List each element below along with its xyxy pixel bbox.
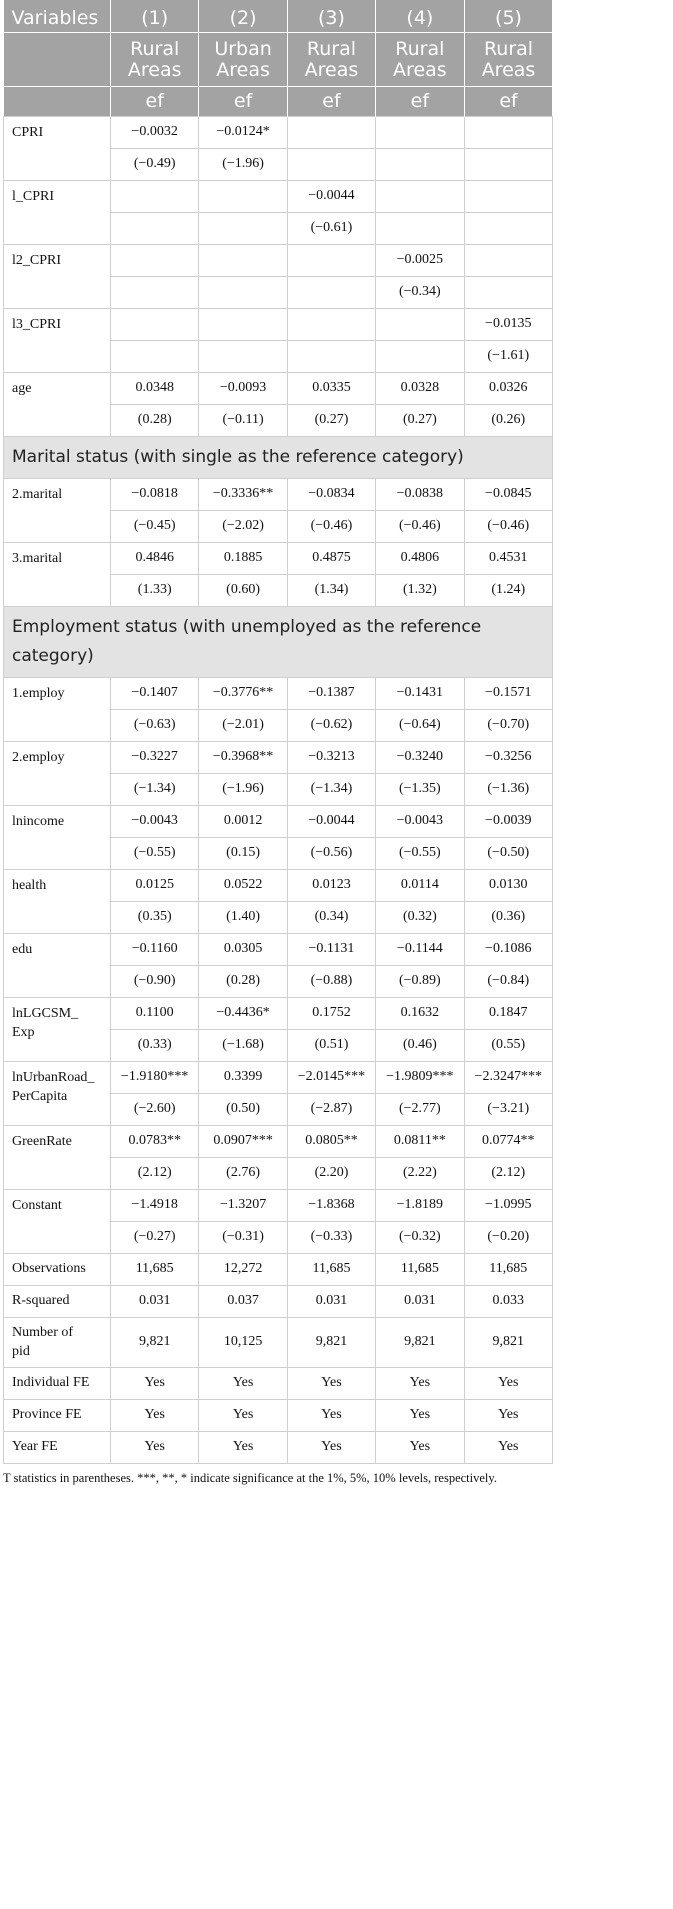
stat-cell: 11,685 [111, 1253, 199, 1285]
stat-label: Year FE [4, 1431, 111, 1463]
column-sample: Rural Areas [287, 32, 375, 86]
t-stat-cell: (0.27) [376, 404, 464, 436]
coefficient-cell: −0.0044 [287, 180, 375, 212]
column-dv: ef [199, 86, 287, 116]
stat-label: R-squared [4, 1285, 111, 1317]
t-stat-cell: (−0.70) [464, 709, 552, 741]
t-stat-cell: (−2.02) [199, 510, 287, 542]
coefficient-cell: −2.0145*** [287, 1061, 375, 1093]
t-stat-cell [464, 276, 552, 308]
stat-cell: Yes [464, 1367, 552, 1399]
coefficient-cell: 0.0907*** [199, 1125, 287, 1157]
section-header: Marital status (with single as the reference category) [4, 436, 553, 478]
t-stat-cell: (1.34) [287, 574, 375, 606]
stat-cell: 9,821 [376, 1317, 464, 1367]
variable-label: lnincome [4, 805, 111, 869]
stat-cell: Yes [111, 1431, 199, 1463]
column-number: (3) [287, 0, 375, 32]
coefficient-cell: 0.0348 [111, 372, 199, 404]
column-number: (4) [376, 0, 464, 32]
coefficient-cell: −1.8189 [376, 1189, 464, 1221]
coefficient-cell: 0.1632 [376, 997, 464, 1029]
t-stat-cell: (−0.11) [199, 404, 287, 436]
coefficient-cell: 0.3399 [199, 1061, 287, 1093]
t-stat-cell: (0.34) [287, 901, 375, 933]
t-stat-cell: (−0.62) [287, 709, 375, 741]
coefficient-cell: −0.3336** [199, 478, 287, 510]
table-row [4, 372, 553, 404]
t-stat-cell: (−0.46) [376, 510, 464, 542]
t-stat-cell: (0.50) [199, 1093, 287, 1125]
coefficient-cell [287, 308, 375, 340]
column-dv: ef [464, 86, 552, 116]
coefficient-cell: 0.4875 [287, 542, 375, 574]
variable-label: l2_CPRI [4, 244, 111, 308]
t-stat-cell: (−1.68) [199, 1029, 287, 1061]
coefficient-cell: 0.0012 [199, 805, 287, 837]
t-stat-cell: (−2.01) [199, 709, 287, 741]
table-row [4, 933, 553, 965]
coefficient-cell [464, 116, 552, 148]
stat-row [4, 1367, 553, 1399]
table-row [4, 741, 553, 773]
t-stat-cell: (−0.34) [376, 276, 464, 308]
coefficient-cell: −0.0044 [287, 805, 375, 837]
stat-cell: 0.031 [376, 1285, 464, 1317]
t-stat-cell: (0.33) [111, 1029, 199, 1061]
t-stat-cell [199, 340, 287, 372]
coefficient-cell: 0.0335 [287, 372, 375, 404]
coefficient-cell: −0.0818 [111, 478, 199, 510]
stat-cell: 9,821 [111, 1317, 199, 1367]
coefficient-cell: −0.0039 [464, 805, 552, 837]
t-stat-cell: (−0.46) [287, 510, 375, 542]
stat-cell: Yes [111, 1399, 199, 1431]
t-stat-cell: (−0.32) [376, 1221, 464, 1253]
table-row [4, 478, 553, 510]
stat-cell: Yes [376, 1399, 464, 1431]
t-stat-cell [199, 212, 287, 244]
t-stat-cell: (−1.35) [376, 773, 464, 805]
stat-cell: Yes [376, 1367, 464, 1399]
t-stat-cell: (−1.36) [464, 773, 552, 805]
t-stat-cell: (0.26) [464, 404, 552, 436]
t-stat-cell [199, 276, 287, 308]
coefficient-cell: −0.3213 [287, 741, 375, 773]
stat-cell: Yes [287, 1431, 375, 1463]
regression-table-container [3, 0, 552, 1487]
stat-cell: Yes [464, 1399, 552, 1431]
coefficient-cell: −1.8368 [287, 1189, 375, 1221]
stat-cell: 0.031 [111, 1285, 199, 1317]
stat-cell: Yes [287, 1399, 375, 1431]
t-stat-cell [376, 212, 464, 244]
coefficient-cell: −0.0025 [376, 244, 464, 276]
coefficient-cell: 0.0328 [376, 372, 464, 404]
table-row [4, 308, 553, 340]
t-stat-cell: (−0.84) [464, 965, 552, 997]
t-stat-cell: (−0.90) [111, 965, 199, 997]
variable-label [4, 997, 111, 1061]
stat-row [4, 1253, 553, 1285]
variable-label: health [4, 869, 111, 933]
stat-cell: 9,821 [287, 1317, 375, 1367]
t-stat-cell: (1.40) [199, 901, 287, 933]
coefficient-cell: −1.9809*** [376, 1061, 464, 1093]
t-stat-cell: (−0.88) [287, 965, 375, 997]
t-stat-cell: (−1.61) [464, 340, 552, 372]
table-header [4, 0, 553, 116]
variable-label: 2.employ [4, 741, 111, 805]
coefficient-cell: −0.0043 [376, 805, 464, 837]
coefficient-cell: 0.1100 [111, 997, 199, 1029]
coefficient-cell: 0.1752 [287, 997, 375, 1029]
stat-row [4, 1431, 553, 1463]
stat-cell: 0.031 [287, 1285, 375, 1317]
coefficient-cell: 0.4531 [464, 542, 552, 574]
column-dv: ef [287, 86, 375, 116]
table-footnote: T statistics in parentheses. ***, **, * indicate significance at the 1%, 5%, 10% levels, respectively. [3, 1470, 497, 1485]
variable-label-line: PerCapita [12, 1088, 68, 1104]
coefficient-cell: −0.4436* [199, 997, 287, 1029]
coefficient-cell [111, 244, 199, 276]
coefficient-cell: −0.0834 [287, 478, 375, 510]
stat-label: Observations [4, 1253, 111, 1285]
column-sample: Rural Areas [376, 32, 464, 86]
section-header: Employment status (with unemployed as the reference category) [4, 606, 553, 677]
t-stat-cell: (−0.33) [287, 1221, 375, 1253]
coefficient-cell: −0.0838 [376, 478, 464, 510]
coefficient-cell: −0.0135 [464, 308, 552, 340]
coefficient-cell: 0.0774** [464, 1125, 552, 1157]
coefficient-cell [287, 244, 375, 276]
stat-cell: Yes [199, 1399, 287, 1431]
stat-cell: Yes [111, 1367, 199, 1399]
coefficient-cell: −1.0995 [464, 1189, 552, 1221]
t-stat-cell [111, 212, 199, 244]
column-dv: ef [376, 86, 464, 116]
coefficient-cell: −0.0845 [464, 478, 552, 510]
stat-label-line: pid [12, 1344, 30, 1359]
coefficient-cell: 0.0811** [376, 1125, 464, 1157]
stat-cell: Yes [199, 1367, 287, 1399]
t-stat-cell: (0.60) [199, 574, 287, 606]
coefficient-cell [464, 244, 552, 276]
stat-cell: 12,272 [199, 1253, 287, 1285]
t-stat-cell: (−0.20) [464, 1221, 552, 1253]
t-stat-cell: (−0.63) [111, 709, 199, 741]
table-body [4, 116, 553, 1463]
table-row [4, 180, 553, 212]
coefficient-cell [376, 308, 464, 340]
coefficient-cell: 0.1885 [199, 542, 287, 574]
table-row [4, 116, 553, 148]
coefficient-cell: 0.0326 [464, 372, 552, 404]
coefficient-cell [376, 180, 464, 212]
t-stat-cell: (−2.60) [111, 1093, 199, 1125]
t-stat-cell: (−0.45) [111, 510, 199, 542]
t-stat-cell: (−0.56) [287, 837, 375, 869]
t-stat-cell: (2.12) [111, 1157, 199, 1189]
coefficient-cell: −1.9180*** [111, 1061, 199, 1093]
coefficient-cell: −0.0043 [111, 805, 199, 837]
stat-cell: Yes [464, 1431, 552, 1463]
coefficient-cell [464, 180, 552, 212]
t-stat-cell: (−0.89) [376, 965, 464, 997]
variable-label: Constant [4, 1189, 111, 1253]
t-stat-cell: (−3.21) [464, 1093, 552, 1125]
section-header-row [4, 606, 553, 677]
coefficient-cell: −0.3240 [376, 741, 464, 773]
column-number: (2) [199, 0, 287, 32]
variable-label-line: lnUrbanRoad_ [12, 1069, 95, 1085]
coefficient-cell [376, 116, 464, 148]
column-dv: ef [111, 86, 199, 116]
table-row [4, 869, 553, 901]
coefficient-cell: −0.0124* [199, 116, 287, 148]
table-row [4, 1061, 553, 1093]
t-stat-cell: (−1.96) [199, 148, 287, 180]
t-stat-cell: (0.15) [199, 837, 287, 869]
t-stat-cell: (−2.87) [287, 1093, 375, 1125]
coefficient-cell [111, 308, 199, 340]
stat-row [4, 1399, 553, 1431]
t-stat-cell: (0.35) [111, 901, 199, 933]
column-number: (1) [111, 0, 199, 32]
coefficient-cell: 0.1847 [464, 997, 552, 1029]
stat-label: Province FE [4, 1399, 111, 1431]
t-stat-cell [287, 340, 375, 372]
t-stat-cell: (2.12) [464, 1157, 552, 1189]
t-stat-cell: (−0.55) [376, 837, 464, 869]
coefficient-cell: −2.3247*** [464, 1061, 552, 1093]
variable-label: age [4, 372, 111, 436]
variable-label-line: Exp [12, 1024, 35, 1040]
t-stat-cell: (−0.55) [111, 837, 199, 869]
t-stat-cell [111, 340, 199, 372]
stat-cell: 0.037 [199, 1285, 287, 1317]
t-stat-cell: (−0.27) [111, 1221, 199, 1253]
stat-cell: 10,125 [199, 1317, 287, 1367]
t-stat-cell: (2.20) [287, 1157, 375, 1189]
variable-label: CPRI [4, 116, 111, 180]
variable-label: 1.employ [4, 677, 111, 741]
stat-cell: 11,685 [376, 1253, 464, 1285]
variable-label: l3_CPRI [4, 308, 111, 372]
coefficient-cell [287, 116, 375, 148]
t-stat-cell: (−1.96) [199, 773, 287, 805]
coefficient-cell: −0.1387 [287, 677, 375, 709]
t-stat-cell [464, 212, 552, 244]
coefficient-cell: −1.4918 [111, 1189, 199, 1221]
table-row [4, 805, 553, 837]
coefficient-cell: −0.1086 [464, 933, 552, 965]
t-stat-cell: (0.32) [376, 901, 464, 933]
variable-label: GreenRate [4, 1125, 111, 1189]
t-stat-cell [376, 148, 464, 180]
coefficient-cell: −1.3207 [199, 1189, 287, 1221]
table-row [4, 542, 553, 574]
t-stat-cell: (1.33) [111, 574, 199, 606]
variable-label: 2.marital [4, 478, 111, 542]
column-sample: Rural Areas [111, 32, 199, 86]
table-row [4, 244, 553, 276]
t-stat-cell [287, 148, 375, 180]
variable-label: l_CPRI [4, 180, 111, 244]
coefficient-cell: 0.4846 [111, 542, 199, 574]
coefficient-cell: 0.0114 [376, 869, 464, 901]
t-stat-cell: (1.32) [376, 574, 464, 606]
t-stat-cell: (−0.64) [376, 709, 464, 741]
coefficient-cell: −0.1160 [111, 933, 199, 965]
coefficient-cell: 0.0123 [287, 869, 375, 901]
column-sample: Urban Areas [199, 32, 287, 86]
coefficient-cell: 0.0522 [199, 869, 287, 901]
variable-label [4, 1061, 111, 1125]
variable-label-line: lnLGCSM_ [12, 1005, 79, 1021]
t-stat-cell: (2.76) [199, 1157, 287, 1189]
column-number: (5) [464, 0, 552, 32]
coefficient-cell: −0.3256 [464, 741, 552, 773]
t-stat-cell: (0.28) [199, 965, 287, 997]
coefficient-cell: 0.0805** [287, 1125, 375, 1157]
variable-label: edu [4, 933, 111, 997]
coefficient-cell: −0.1131 [287, 933, 375, 965]
t-stat-cell: (0.51) [287, 1029, 375, 1061]
table-row [4, 1125, 553, 1157]
t-stat-cell: (−0.49) [111, 148, 199, 180]
table-row [4, 997, 553, 1029]
table-row [4, 677, 553, 709]
coefficient-cell: −0.1571 [464, 677, 552, 709]
t-stat-cell [111, 276, 199, 308]
t-stat-cell: (0.28) [111, 404, 199, 436]
t-stat-cell: (−1.34) [111, 773, 199, 805]
stat-cell: 11,685 [287, 1253, 375, 1285]
t-stat-cell: (0.36) [464, 901, 552, 933]
stat-cell: Yes [376, 1431, 464, 1463]
coefficient-cell: 0.0305 [199, 933, 287, 965]
stat-cell: 0.033 [464, 1285, 552, 1317]
stat-cell: 9,821 [464, 1317, 552, 1367]
coefficient-cell: −0.0093 [199, 372, 287, 404]
coefficient-cell: 0.0783** [111, 1125, 199, 1157]
coefficient-cell [111, 180, 199, 212]
t-stat-cell: (−0.61) [287, 212, 375, 244]
t-stat-cell: (−0.31) [199, 1221, 287, 1253]
coefficient-cell: −0.1407 [111, 677, 199, 709]
t-stat-cell: (0.55) [464, 1029, 552, 1061]
t-stat-cell [376, 340, 464, 372]
t-stat-cell: (2.22) [376, 1157, 464, 1189]
stat-label [4, 1317, 111, 1367]
stat-cell: Yes [287, 1367, 375, 1399]
stat-label: Individual FE [4, 1367, 111, 1399]
t-stat-cell: (−0.46) [464, 510, 552, 542]
t-stat-cell: (1.24) [464, 574, 552, 606]
t-stat-cell [464, 148, 552, 180]
column-sample: Rural Areas [464, 32, 552, 86]
stat-cell: 11,685 [464, 1253, 552, 1285]
coefficient-cell: 0.4806 [376, 542, 464, 574]
t-stat-cell: (−1.34) [287, 773, 375, 805]
t-stat-cell: (0.27) [287, 404, 375, 436]
stat-row [4, 1285, 553, 1317]
coefficient-cell: −0.3227 [111, 741, 199, 773]
coefficient-cell: −0.0032 [111, 116, 199, 148]
table-row [4, 1189, 553, 1221]
coefficient-cell: −0.1431 [376, 677, 464, 709]
stat-cell: Yes [199, 1431, 287, 1463]
coefficient-cell: −0.3968** [199, 741, 287, 773]
stat-row [4, 1317, 553, 1367]
variable-label: 3.marital [4, 542, 111, 606]
t-stat-cell: (0.46) [376, 1029, 464, 1061]
coefficient-cell: −0.3776** [199, 677, 287, 709]
section-header-row [4, 436, 553, 478]
stat-label-line: Number of [12, 1325, 74, 1340]
t-stat-cell [287, 276, 375, 308]
coefficient-cell: −0.1144 [376, 933, 464, 965]
coefficient-cell: 0.0125 [111, 869, 199, 901]
variables-header: Variables [4, 0, 111, 32]
coefficient-cell [199, 180, 287, 212]
t-stat-cell: (−0.50) [464, 837, 552, 869]
coefficient-cell: 0.0130 [464, 869, 552, 901]
regression-table [3, 0, 553, 1464]
coefficient-cell [199, 308, 287, 340]
t-stat-cell: (−2.77) [376, 1093, 464, 1125]
coefficient-cell [199, 244, 287, 276]
